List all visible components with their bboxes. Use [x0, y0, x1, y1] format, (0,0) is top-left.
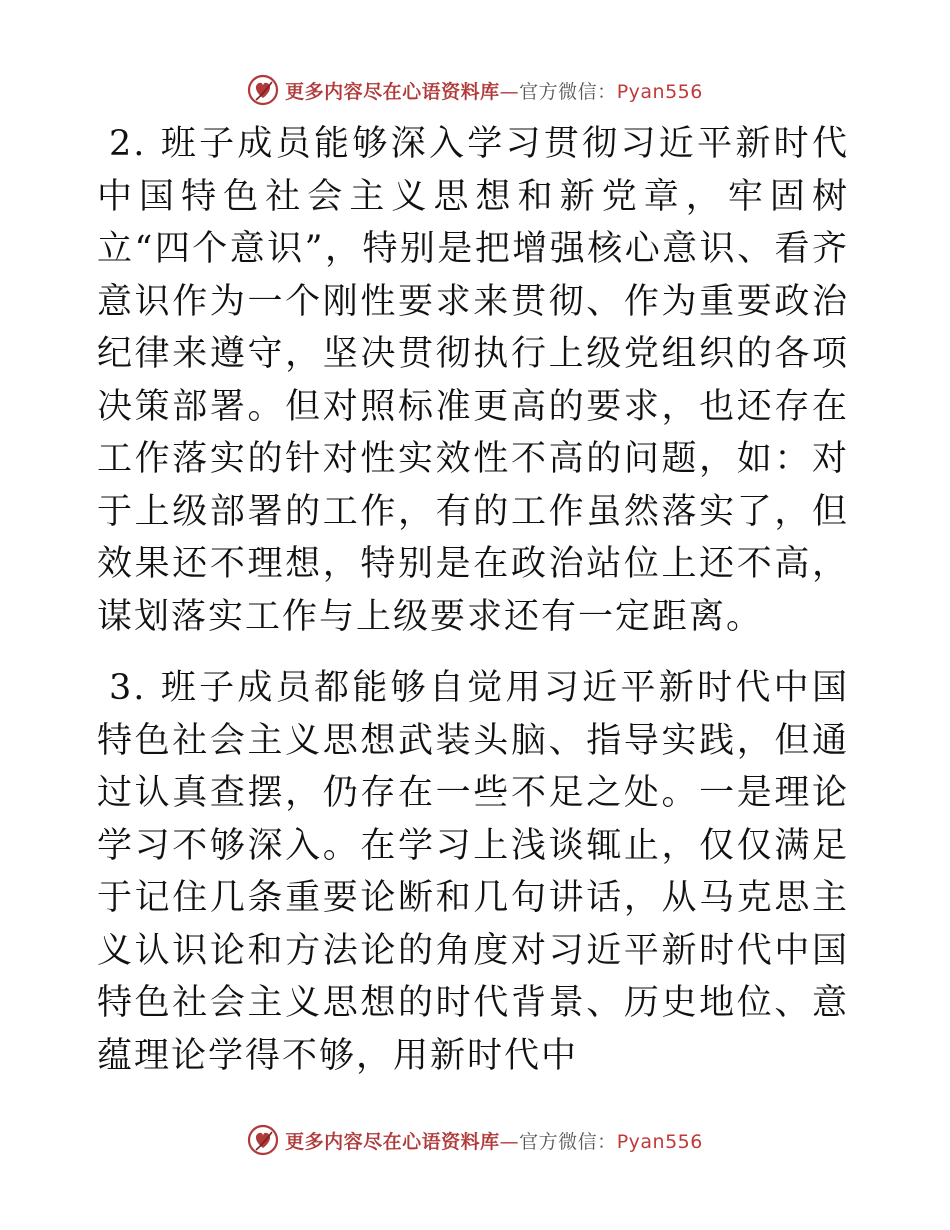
paragraph-item-3: 3. 班子成员都能够自觉用习近平新时代中国特色社会主义思想武装头脑、指导实践，但通过认真查摆，仍存在一些不足之处。一是理论学习不够深入。在学习上浅谈辄止，仅仅满足于记住几条重要论断和几句讲话，从马克思主义认识论和方法论的角度对习近平新时代中国特色社会主义思想的时代背景、历史地位、意蕴理论学得不够，用新时代中: [97, 668, 849, 1076]
paragraph-item-2: 2. 班子成员能够深入学习贯彻习近平新时代中国特色社会主义思想和新党章，牢固树立“四个意识”，特别是把增强核心意识、看齐意识作为一个刚性要求来贯彻、作为重要政治纪律来遵守，坚决贯彻执行上级党组织的各项决策部署。但对照标准更高的要求，也还存在工作落实的针对性实效性不高的问题，如：对于上级部署的工作，有的工作虽然落实了，但效果还不理想，特别是在政治站位上还不高，谋划落实工作与上级要求还有一定距离。: [97, 124, 849, 637]
header-watermark: [0, 68, 950, 112]
watermark-main-text: 更多内容尽在心语资料库: [285, 1130, 500, 1153]
wechat-id: Pyan556: [616, 80, 703, 103]
heart-flower-logo-icon: [247, 74, 279, 106]
footer-watermark: [0, 1118, 950, 1162]
watermark-text: [285, 1127, 703, 1154]
watermark-separator: —: [499, 80, 520, 103]
watermark-text: [285, 77, 703, 104]
wechat-id: Pyan556: [616, 1130, 703, 1153]
heart-flower-logo-icon: [247, 1124, 279, 1156]
wechat-label: 官方微信：: [519, 80, 617, 103]
watermark-separator: —: [499, 1130, 520, 1153]
wechat-label: 官方微信：: [519, 1130, 617, 1153]
watermark-main-text: 更多内容尽在心语资料库: [285, 80, 500, 103]
